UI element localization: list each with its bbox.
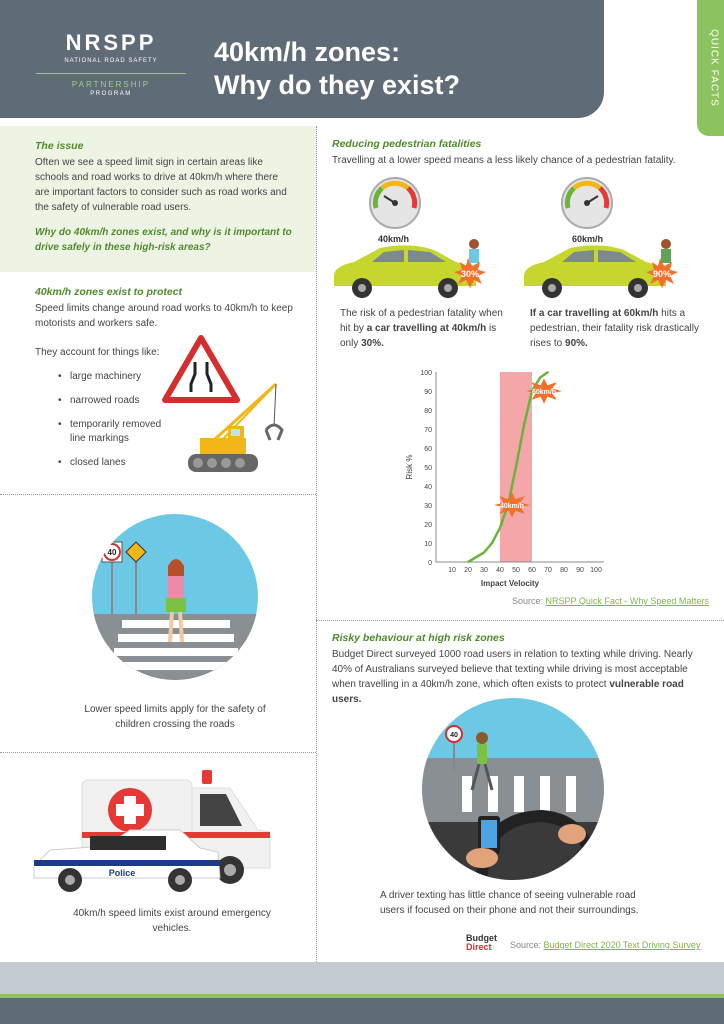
- risk-40-text: [340, 306, 508, 351]
- y-axis-label: Risk %: [405, 454, 414, 480]
- x-tick-label: 20: [464, 567, 472, 574]
- risk-point: [523, 424, 525, 426]
- page-title: [214, 36, 460, 102]
- y-tick-label: 40: [424, 484, 432, 491]
- badge-90: 90%: [652, 269, 672, 279]
- emergency-vehicles-icon: [30, 770, 292, 898]
- risky-section: [332, 632, 702, 707]
- list-item: • temporarily removed line markings: [58, 418, 178, 446]
- texting-scene-icon: [422, 698, 604, 880]
- risk-point: [515, 466, 517, 468]
- list-item: • large machinery: [58, 370, 178, 384]
- risk-chart: [398, 362, 616, 594]
- source-1-prefix: Source:: [512, 596, 546, 606]
- budget-direct-logo: [466, 934, 497, 952]
- column-divider: [316, 126, 317, 962]
- divider: [0, 752, 316, 753]
- risk-point: [483, 552, 485, 554]
- y-tick-label: 10: [424, 541, 432, 548]
- risk-40-bold: a car travelling at 40km/h: [366, 323, 487, 334]
- issue-question: Why do 40km/h zones exist, and why is it important to drive safely in these high-risk areas?: [35, 227, 292, 253]
- source-2-link[interactable]: Budget Direct 2020 Text Driving Survey: [543, 940, 701, 950]
- budget-logo-line2: Direct: [466, 942, 492, 952]
- y-tick-label: 20: [424, 522, 432, 529]
- emergency-caption: 40km/h speed limits exist around emergency vehicles.: [73, 908, 271, 934]
- issue-title: The issue: [35, 140, 84, 152]
- y-tick-label: 50: [424, 465, 432, 472]
- x-tick-label: 50: [512, 567, 520, 574]
- logo-sub: NATIONAL ROAD SAFETY: [64, 58, 158, 64]
- badge-30: 30%: [460, 269, 480, 279]
- risk-point: [539, 377, 541, 379]
- x-tick-label: 10: [448, 567, 456, 574]
- risk-60-text: [530, 306, 700, 351]
- risk-point: [491, 542, 493, 544]
- budget-logo-line1: Budget: [466, 933, 497, 943]
- footer-bar: [0, 998, 724, 1024]
- list-item: • narrowed roads: [58, 394, 178, 408]
- car-40-icon: [330, 236, 490, 302]
- y-tick-label: 0: [428, 560, 432, 567]
- risky-body-bold: vulnerable road users.: [332, 679, 684, 705]
- risk-point: [547, 371, 549, 373]
- divider: [316, 620, 724, 621]
- x-tick-label: 100: [590, 567, 602, 574]
- nrspp-logo: [36, 30, 186, 97]
- y-tick-label: 90: [424, 389, 432, 396]
- y-tick-label: 100: [420, 370, 432, 377]
- logo-partnership: PARTNERSHIP: [71, 80, 151, 89]
- title-line-1: 40km/h zones:: [214, 37, 401, 67]
- crane-machinery-icon: [180, 378, 292, 476]
- source-1-link[interactable]: NRSPP Quick Fact - Why Speed Matters: [545, 596, 709, 606]
- annotation-label: 60km/h: [531, 389, 557, 396]
- y-tick-label: 80: [424, 408, 432, 415]
- x-tick-label: 90: [576, 567, 584, 574]
- gauge-40-label: 40km/h: [378, 234, 410, 244]
- gauge-60-label: 60km/h: [572, 234, 604, 244]
- list-item: • closed lanes: [58, 456, 178, 470]
- pedestrian-title: Reducing pedestrian fatalities: [332, 138, 482, 150]
- car-60-icon: [520, 236, 684, 302]
- header-banner: [0, 0, 604, 118]
- source-2-prefix: Source:: [510, 940, 544, 950]
- logo-main: NRSPP: [65, 30, 157, 55]
- texting-driver-illustration: [422, 698, 604, 880]
- annotation-label: 40km/h: [499, 503, 525, 510]
- child-crossing-illustration: [92, 514, 258, 680]
- y-tick-label: 30: [424, 503, 432, 510]
- x-tick-label: 70: [544, 567, 552, 574]
- risky-body-text: Budget Direct surveyed 1000 road users in relation to texting while driving. Nearly 40% of Australians surveyed believe that texting while driving is most acceptable when travelling in a 40km/h zone, which often exists to protect: [332, 649, 693, 690]
- footer-band: [0, 962, 724, 994]
- x-tick-label: 60: [528, 567, 536, 574]
- issue-body: Often we see a speed limit sign in certain areas like schools and road works to drive at 40km/h where there are important factors to consider such as road works and the safety of vulnerable road users.: [35, 157, 287, 213]
- speedometer-60-icon: [560, 176, 614, 230]
- issue-section: [0, 126, 316, 272]
- risk-40-pct: 30%.: [361, 338, 384, 349]
- risk-60-pct: 90%.: [565, 338, 588, 349]
- protect-intro: They account for things like:: [35, 347, 160, 358]
- source-2: [510, 940, 700, 950]
- divider: [0, 494, 316, 495]
- protect-title: 40km/h zones exist to protect: [35, 286, 183, 298]
- quick-facts-label: QUICK FACTS: [708, 29, 720, 107]
- title-line-2: Why do they exist?: [214, 70, 461, 100]
- logo-program: PROGRAM: [90, 91, 132, 97]
- texting-sign-number: 40: [450, 732, 458, 739]
- risk-60-bold: If a car travelling at 60km/h: [530, 308, 659, 319]
- y-tick-label: 60: [424, 446, 432, 453]
- speedometer-40-icon: [368, 176, 422, 230]
- children-caption: Lower speed limits apply for the safety of children crossing the roads: [84, 704, 266, 730]
- risk-60-post: hits a pedestrian, their fatality risk drastically rises to: [530, 308, 699, 349]
- school-sign-number: 40: [107, 548, 117, 557]
- protect-list: [58, 370, 178, 480]
- risk-40-pre: The risk of a pedestrian fatality when hit by: [340, 308, 503, 334]
- pedestrian-section: [332, 138, 702, 168]
- risk-40-mid: is only: [340, 323, 497, 349]
- risky-title: Risky behaviour at high risk zones: [332, 632, 505, 644]
- police-label: Police: [108, 868, 136, 878]
- y-tick-label: 70: [424, 427, 432, 434]
- risk-point: [499, 527, 501, 529]
- logo-divider: [36, 73, 186, 74]
- protect-body: Speed limits change around road works to 40km/h to keep motorists and workers safe.: [35, 303, 293, 329]
- texting-caption: A driver texting has little chance of seeing vulnerable road users if focused on their phone and not their surroundings.: [380, 890, 639, 916]
- x-tick-label: 30: [480, 567, 488, 574]
- x-tick-label: 40: [496, 567, 504, 574]
- x-axis-label: Impact Velocity: [480, 579, 540, 588]
- risk-point: [467, 561, 469, 563]
- x-tick-label: 80: [560, 567, 568, 574]
- source-1: [512, 596, 709, 606]
- pedestrian-body: Travelling at a lower speed means a less likely chance of a pedestrian fatality.: [332, 155, 676, 166]
- crossing-scene-icon: [92, 514, 258, 680]
